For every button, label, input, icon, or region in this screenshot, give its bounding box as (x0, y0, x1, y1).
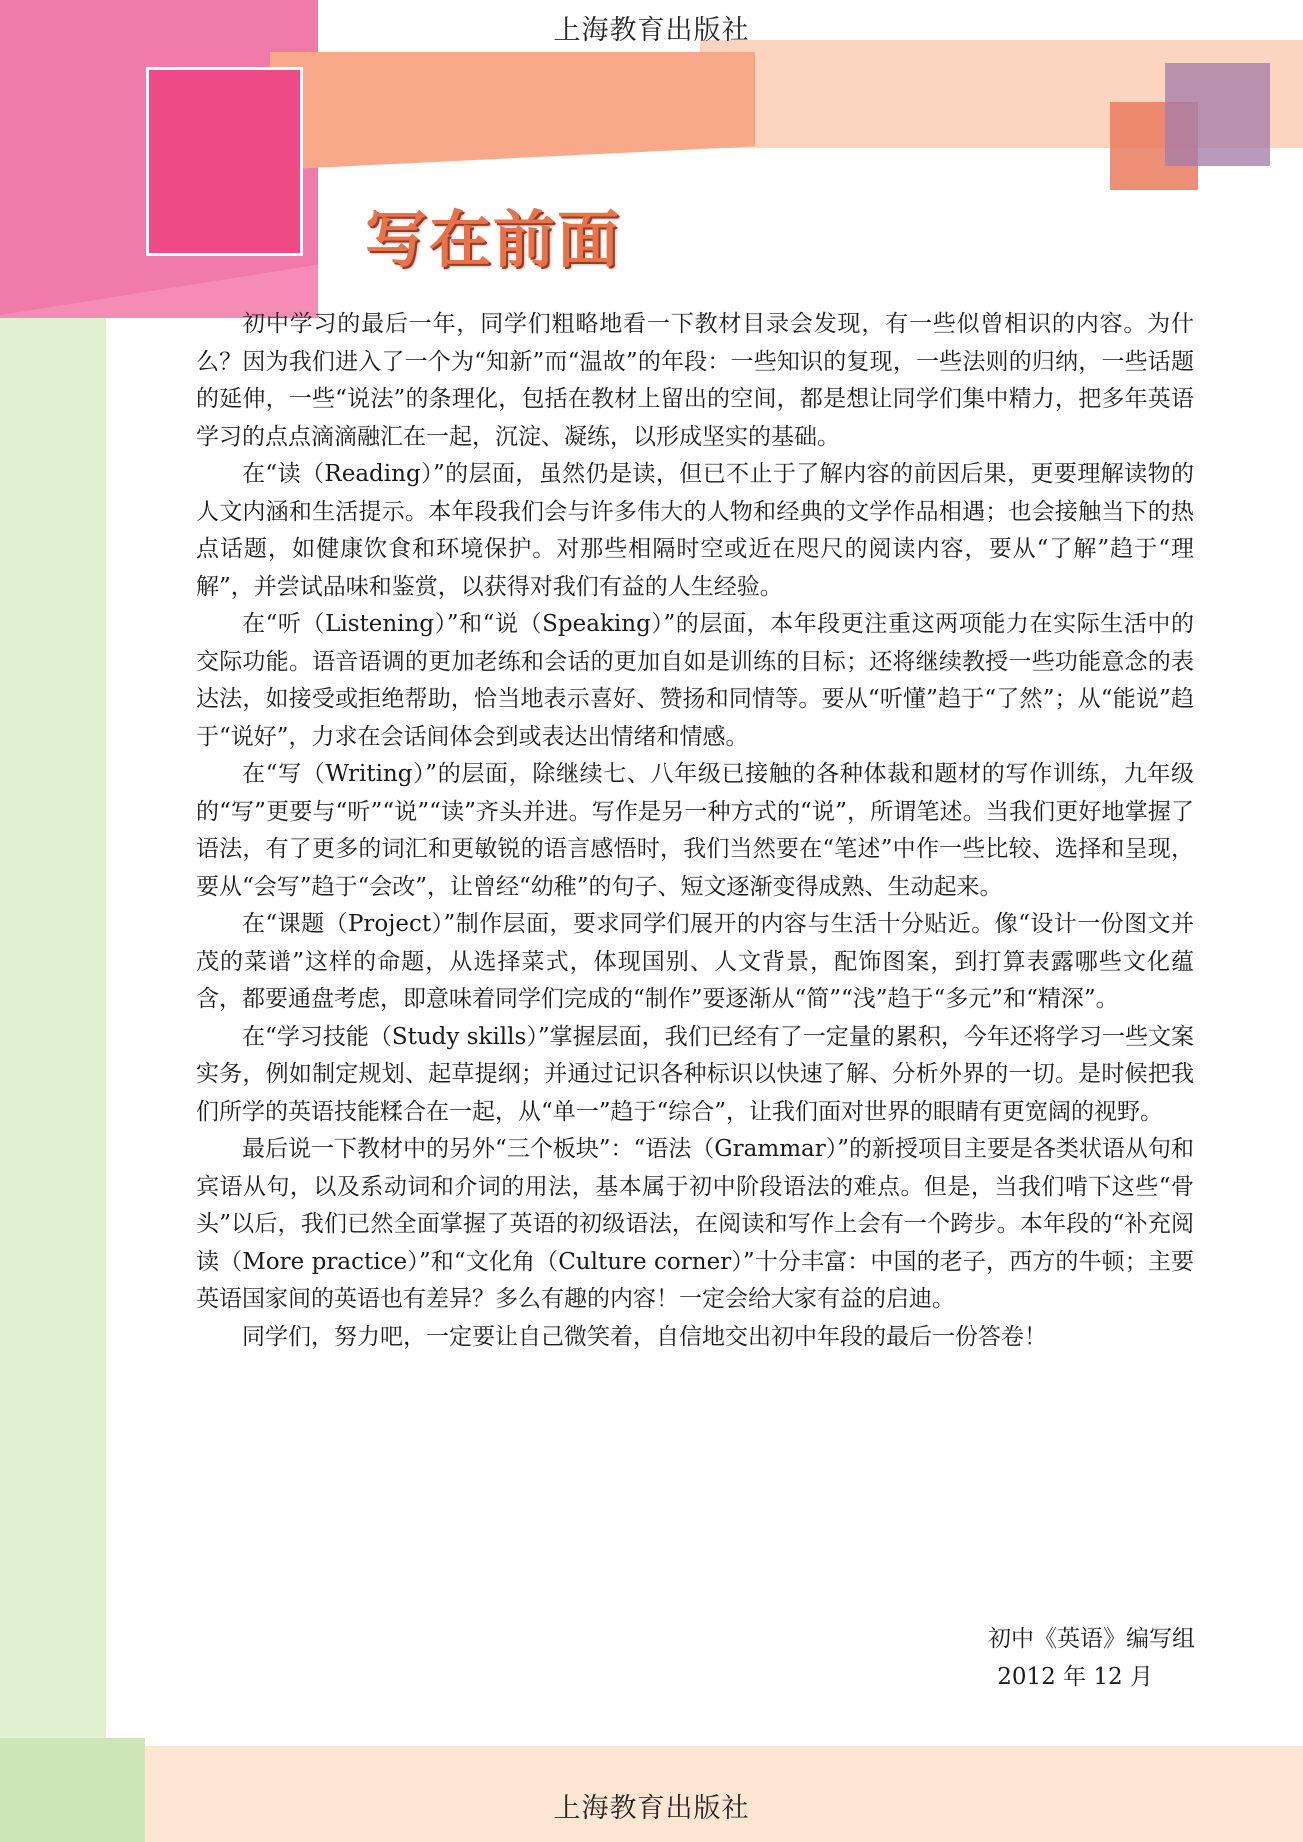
paragraph-3: 在“听（Listening）”和“说（Speaking）”的层面，本年段更注重这两项能力在实际生活中的交际功能。语音语调的更加老练和会话的更加自如是训练的目标；还将继续教授一些功能意念的表达法，如接受或拒绝帮助，恰当地表示喜好、赞扬和同情等。要从“听懂”趋于“了然”；从“能说”趋于“说好”，力求在会话间体会到或表达出情绪和情感。 (196, 611, 1194, 750)
decor-green-side-band (0, 318, 106, 1738)
preface-body (196, 306, 1194, 1356)
paragraph-1: 初中学习的最后一年，同学们粗略地看一下教材目录会发现，有一些似曾相识的内容。为什么？因为我们进入了一个为“知新”而“温故”的年段：一些知识的复现，一些法则的归纳，一些话题的延伸，一些“说法”的条理化，包括在教材上留出的空间，都是想让同学们集中精力，把多年英语学习的点点滴滴融汇在一起，沉淀、凝练，以形成坚实的基础。 (196, 311, 1194, 450)
paragraph-5: 在“课题（Project）”制作层面，要求同学们展开的内容与生活十分贴近。像“设计一份图文并茂的菜谱”这样的命题，从选择菜式，体现国别、人文背景，配饰图案，到打算表露哪些文化蕴含，都要通盘考虑，即意味着同学们完成的“制作”要逐渐从“简”“浅”趋于“多元”和“精深”。 (196, 911, 1194, 1012)
decor-pink-square (146, 67, 303, 256)
paragraph-8: 同学们，努力吧，一定要让自己微笑着，自信地交出初中年段的最后一份答卷！ (242, 1323, 1047, 1350)
decor-purple-square (1165, 63, 1270, 166)
paragraph-2: 在“读（Reading）”的层面，虽然仍是读，但已不止于了解内容的前因后果，更要理解读物的人文内涵和生活提示。本年段我们会与许多伟大的人物和经典的文学作品相遇；也会接触当下的热点话题，如健康饮食和环境保护。对那些相隔时空或近在咫尺的阅读内容，要从“了解”趋于“理解”，并尝试品味和鉴赏，以获得对我们有益的人生经验。 (196, 461, 1194, 600)
page-footer-publisher: 上海教育出版社 (553, 1793, 750, 1824)
signature-block (988, 1620, 1195, 1696)
page-title: 写在前面 (365, 203, 622, 276)
paragraph-6: 在“学习技能（Study skills）”掌握层面，我们已经有了一定量的累积，今年还将学习一些文案实务，例如制定规划、起草提纲；并通过记识各种标识以快速了解、分析外界的一切。是时候把我们所学的英语技能糅合在一起，从“单一”趋于“综合”，让我们面对世界的眼睛有更宽阔的视野。 (196, 1023, 1194, 1125)
decor-salmon-band (270, 52, 755, 170)
paragraph-4: 在“写（Writing）”的层面，除继续七、八年级已接触的各种体裁和题材的写作训练，九年级的“写”更要与“听”“说”“读”齐头并进。写作是另一种方式的“说”，所谓笔述。当我们更好地掌握了语法，有了更多的词汇和更敏锐的语言感悟时，我们当然要在“笔述”中作一些比较、选择和呈现，要从“会写”趋于“会改”，让曾经“幼稚”的句子、短文逐渐变得成熟、生动起来。 (196, 761, 1194, 900)
signature-author: 初中《英语》编写组 (988, 1626, 1195, 1652)
page-header-publisher: 上海教育出版社 (553, 15, 750, 46)
paragraph-7: 最后说一下教材中的另外“三个板块”：“语法（Grammar）”的新授项目主要是各类状语从句和宾语从句，以及系动词和介词的用法，基本属于初中阶段语法的难点。但是，当我们啃下这些“骨头”以后，我们已然全面掌握了英语的初级语法，在阅读和写作上会有一个跨步。本年段的“补充阅读（More practice）”和“文化角（Culture corner）”十分丰富：中国的老子，西方的牛顿；主要英语国家间的英语也有差异？多么有趣的内容！一定会给大家有益的启迪。 (196, 1136, 1194, 1312)
signature-date: 2012 年 12 月 (997, 1664, 1153, 1690)
